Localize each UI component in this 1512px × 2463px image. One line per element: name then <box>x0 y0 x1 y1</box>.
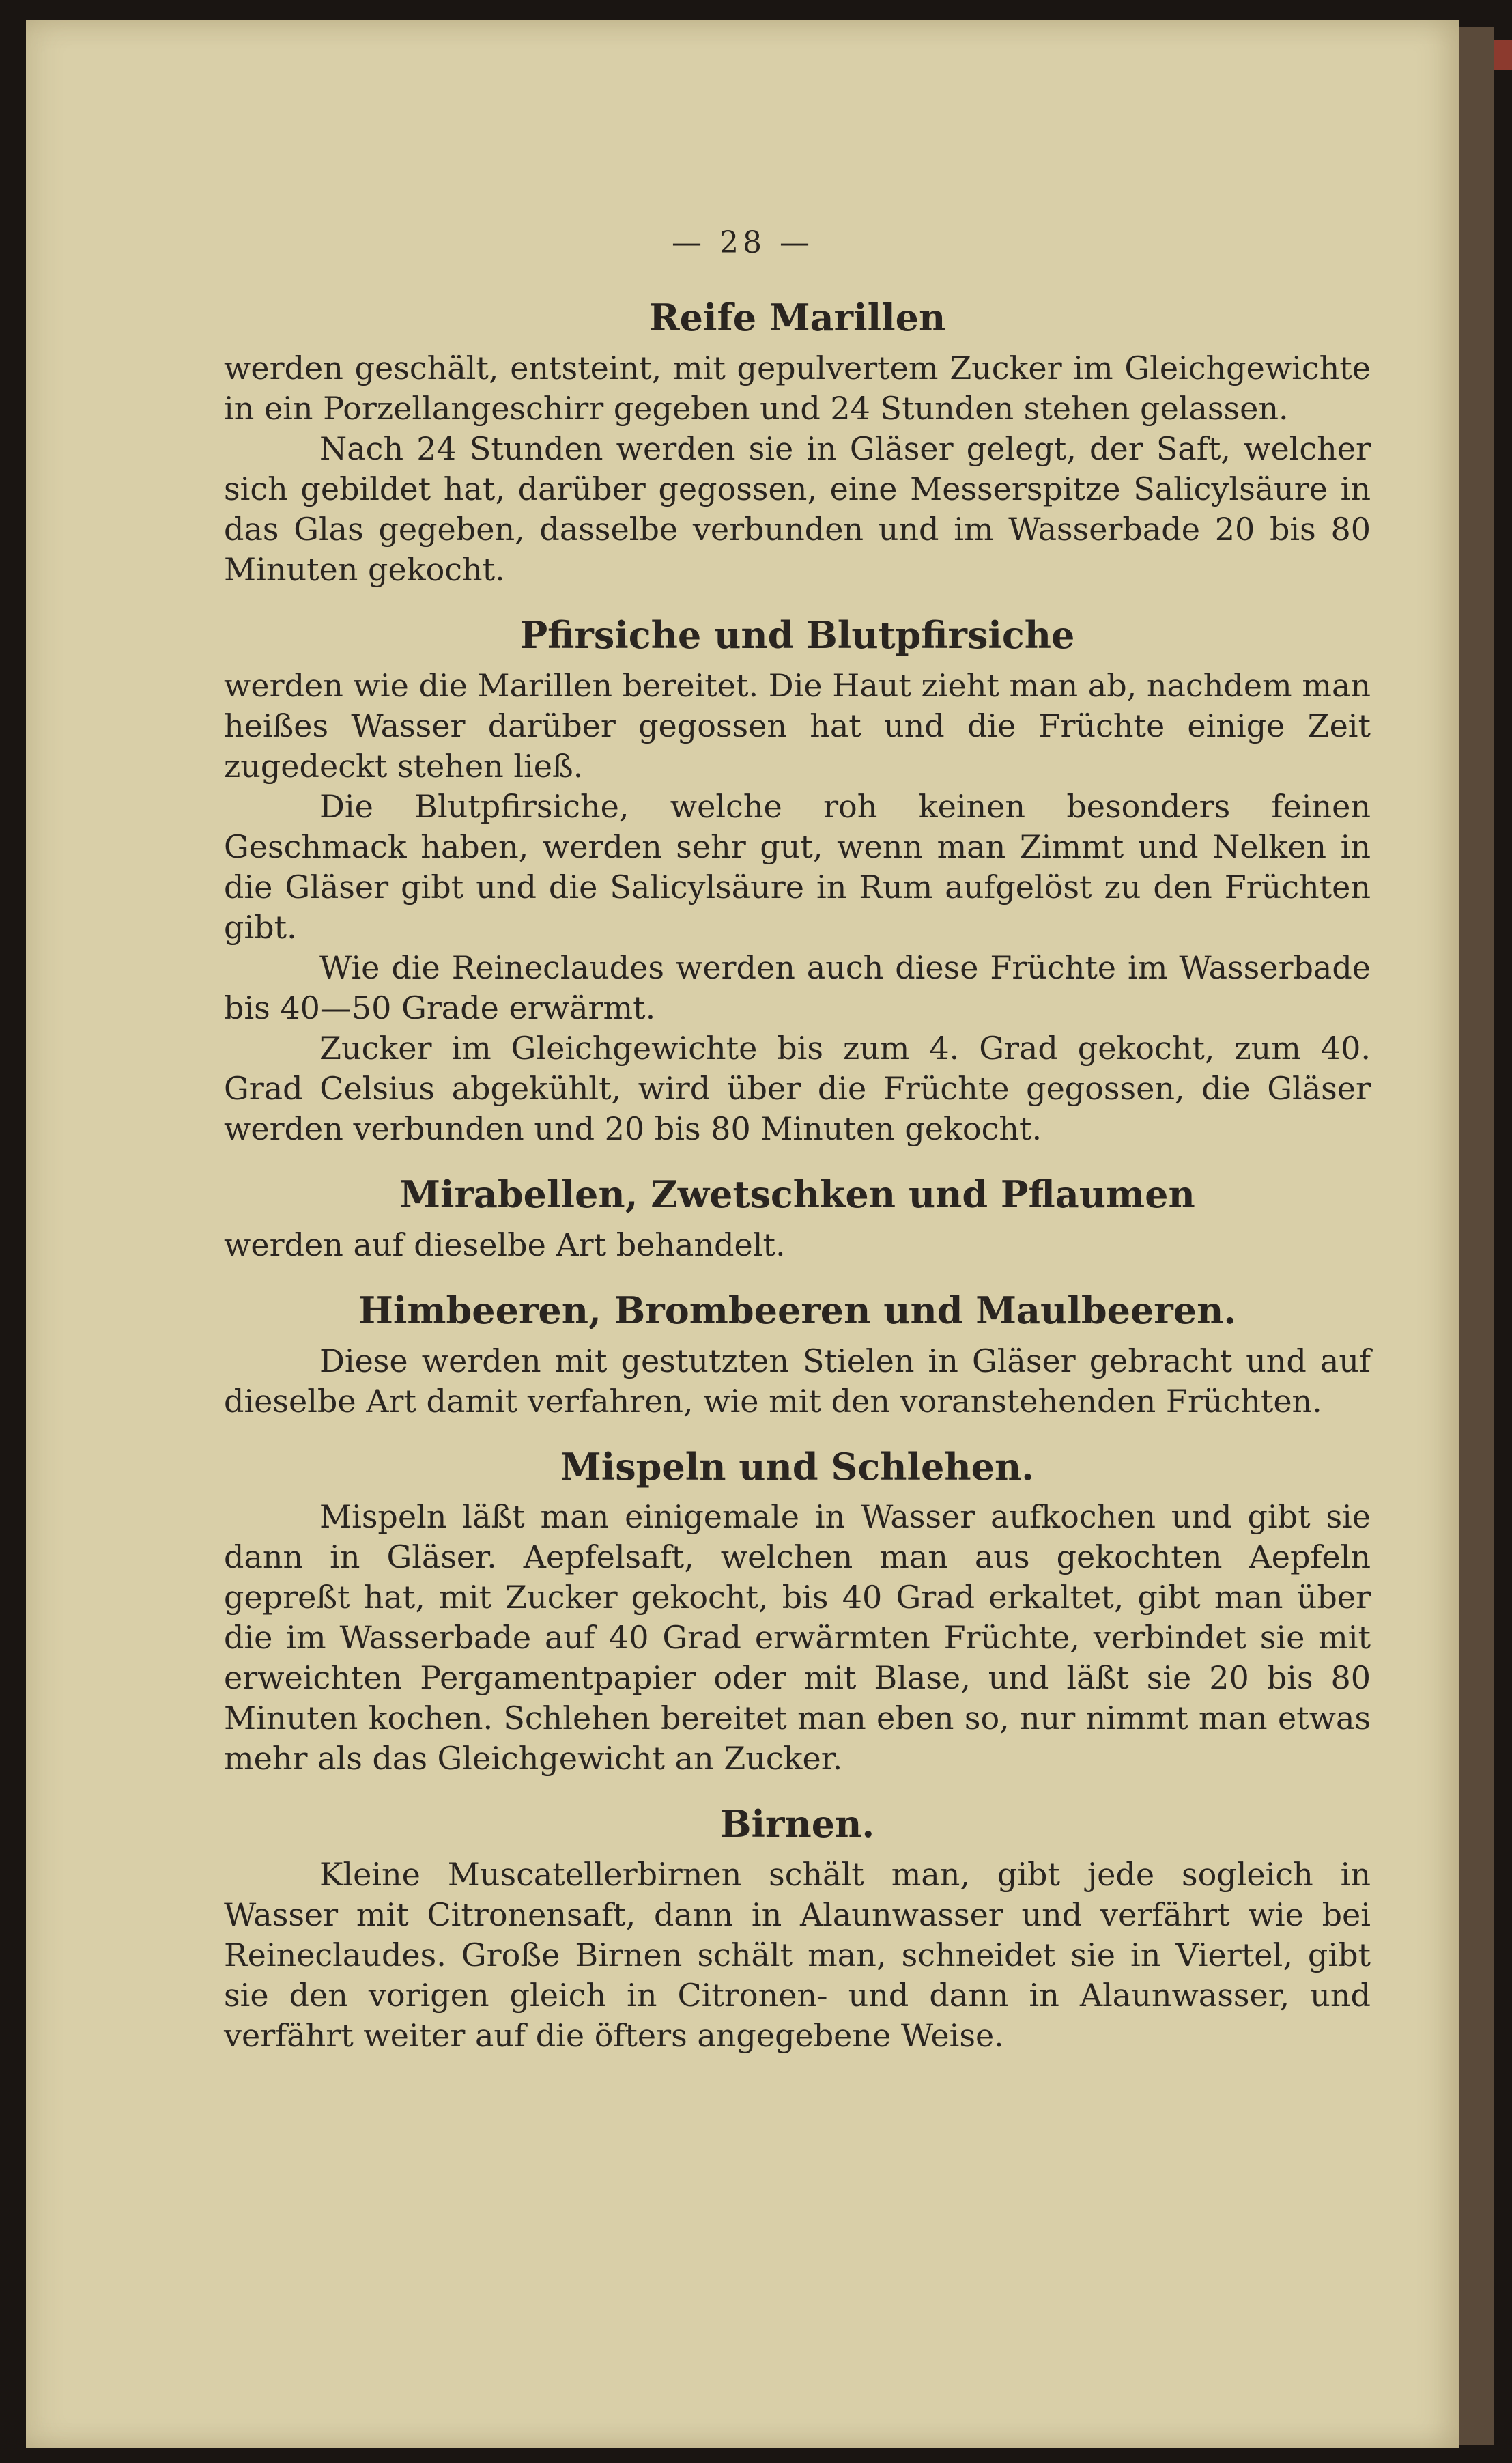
section-heading: Pfirsiche und Blutpfirsiche <box>519 613 1075 657</box>
section-birnen <box>224 1799 1371 2056</box>
section-mirabellen <box>224 1170 1371 1265</box>
paragraph: Diese werden mit gestutzten Stielen in Gläser gebracht und auf dieselbe Art damit verfahren, wie mit den voranstehenden Früchten. <box>224 1342 1371 1420</box>
paragraph: Zucker im Gleichgewichte bis zum 4. Grad gekocht, zum 40. Grad Celsius abgekühlt, wird über die Früchte gegossen, die Gläser werden verbunden und 20 bis 80 Minuten gekocht. <box>224 1029 1371 1147</box>
paragraph: Mispeln läßt man einigemale in Wasser aufkochen und gibt sie dann in Gläser. Aepfelsaft, welchen man aus gekochten Aepfeln gepreßt hat, mit Zucker gekocht, bis 40 Grad erkaltet, gibt man über die im Wasserbade auf 40 Grad erwärmten Früchte, verbindet sie mit erweichten Pergamentpapier oder mit Blase, und läßt sie 20 bis 80 Minuten kochen. Schlehen bereitet man eben so, nur nimmt man etwas mehr als das Gleichgewicht an Zucker. <box>224 1498 1371 1777</box>
section-himbeeren <box>224 1286 1371 1422</box>
section-heading: Mirabellen, Zwetschken und Pflaumen <box>399 1172 1195 1216</box>
page-content <box>224 225 1371 2077</box>
section-marillen <box>224 293 1371 590</box>
page-number: — 28 — <box>672 225 814 260</box>
paragraph: Die Blutpfirsiche, welche roh keinen besonders feinen Geschmack haben, werden sehr gut, wenn man Zimmt und Nelken in die Gläser gibt und die Salicylsäure in Rum aufgelöst zu den Früchten gibt. <box>224 787 1371 946</box>
paragraph: Wie die Reineclaudes werden auch diese Früchte im Wasserbade bis 40—50 Grade erwärmt. <box>224 948 1371 1026</box>
section-pfirsiche <box>224 610 1371 1149</box>
paragraph: werden geschält, entsteint, mit gepulvertem Zucker im Gleichgewichte in ein Porzellangeschirr gegeben und 24 Stunden stehen gelassen. <box>224 349 1371 427</box>
section-heading: Reife Marillen <box>648 296 946 339</box>
section-heading: Himbeeren, Brombeeren und Maulbeeren. <box>358 1288 1237 1332</box>
paragraph: Kleine Muscatellerbirnen schält man, gibt jede sogleich in Wasser mit Citronensaft, dann in Alaunwasser und verfährt wie bei Reineclaudes. Große Birnen schält man, schneidet sie in Viertel, gibt sie den vorigen gleich in Citronen- und dann in Alaunwasser, und verfährt weiter auf die öfters angegebene Weise. <box>224 1856 1371 2055</box>
section-heading: Mispeln und Schlehen. <box>560 1444 1035 1489</box>
paragraph: werden wie die Marillen bereitet. Die Haut zieht man ab, nachdem man heißes Wasser darüber gegossen hat und die Früchte einige Zeit zugedeckt stehen ließ. <box>224 666 1371 785</box>
page-edge <box>1459 27 1494 2445</box>
section-mispeln <box>224 1442 1371 1779</box>
paragraph: werden auf dieselbe Art behandelt. <box>224 1226 786 1263</box>
paragraph: Nach 24 Stunden werden sie in Gläser gelegt, der Saft, welcher sich gebildet hat, darüber gegossen, eine Messerspitze Salicylsäure in das Glas gegeben, dasselbe verbunden und im Wasserbade 20 bis 80 Minuten gekocht. <box>224 430 1371 588</box>
section-heading: Birnen. <box>719 1802 875 1846</box>
